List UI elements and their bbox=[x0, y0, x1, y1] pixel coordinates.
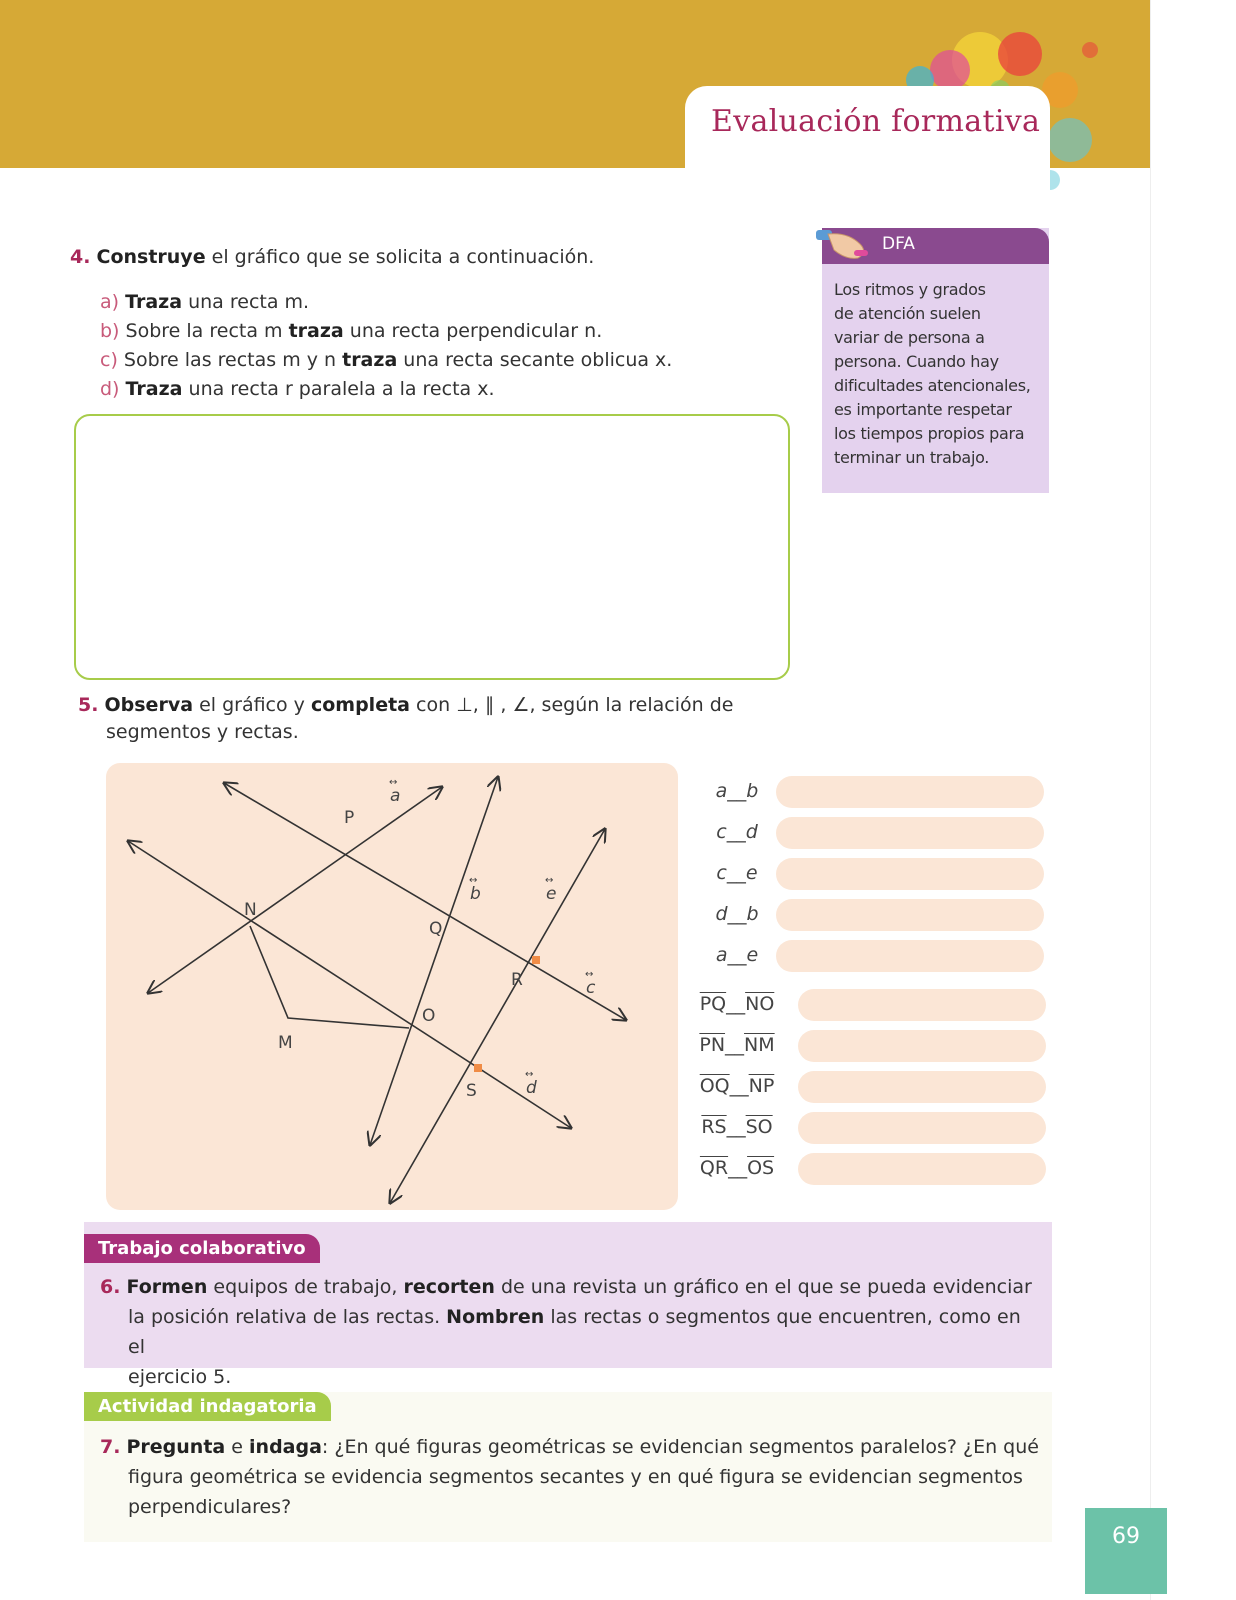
relation-symbol: d bbox=[715, 903, 728, 925]
svg-text:↔: ↔ bbox=[585, 969, 594, 980]
item-text: una recta m. bbox=[182, 291, 310, 313]
relation-blank: __ bbox=[729, 1075, 749, 1097]
question-text: e bbox=[225, 1436, 250, 1458]
dfa-line: terminar un trabajo. bbox=[834, 448, 990, 467]
question-text: las rectas o segmentos que encuentren, como en el bbox=[128, 1306, 1021, 1358]
item-verb: Traza bbox=[125, 291, 183, 313]
line-b bbox=[370, 777, 498, 1145]
q4-item-a bbox=[100, 288, 309, 317]
point-label-r: R bbox=[511, 970, 523, 990]
page-title: Evaluación formativa bbox=[685, 86, 1050, 196]
dfa-line: de atención suelen bbox=[834, 304, 981, 323]
question-text: la posición relativa de las rectas. bbox=[128, 1306, 447, 1328]
relation-symbol: $\overline{PQ}$ bbox=[699, 993, 727, 1015]
relation-symbol: b bbox=[746, 903, 759, 925]
relation-symbol: a bbox=[715, 780, 728, 802]
dfa-line: Los ritmos y grados bbox=[834, 280, 986, 299]
dfa-note bbox=[822, 228, 1049, 493]
relation-symbol: e bbox=[746, 944, 759, 966]
dfa-line: es importante respetar bbox=[834, 400, 1012, 419]
relation-symbol: $\overline{NM}$ bbox=[744, 1034, 775, 1056]
relation-symbol: c bbox=[716, 862, 727, 884]
relation-blank: __ bbox=[727, 780, 747, 802]
item-letter: d) bbox=[100, 378, 120, 400]
line-label-e: e bbox=[546, 884, 557, 904]
point-label-p: P bbox=[344, 808, 355, 828]
relation-label bbox=[692, 1075, 782, 1097]
relation-label bbox=[692, 1116, 782, 1138]
point-label-o: O bbox=[422, 1006, 436, 1026]
relation-label bbox=[692, 993, 782, 1015]
inquiry-tag: Actividad indagatoria bbox=[84, 1392, 331, 1421]
relation-blank: __ bbox=[726, 862, 746, 884]
relation-blank: __ bbox=[727, 944, 747, 966]
line-label-b: b bbox=[470, 884, 481, 904]
question-text: equipos de trabajo, bbox=[207, 1276, 404, 1298]
question-verb: indaga bbox=[249, 1436, 322, 1458]
relation-label bbox=[692, 944, 782, 966]
question-verb: completa bbox=[310, 694, 410, 716]
relation-symbol: $\overline{OQ}$ bbox=[699, 1075, 730, 1097]
question-number: 4. bbox=[70, 246, 91, 268]
item-verb: traza bbox=[288, 320, 344, 342]
item-text: una recta r paralela a la recta x. bbox=[182, 378, 495, 400]
relation-symbol: $\overline{SO}$ bbox=[745, 1116, 773, 1138]
q4-item-d bbox=[100, 375, 494, 404]
svg-text:↔: ↔ bbox=[389, 777, 398, 788]
geometry-diagram bbox=[106, 763, 678, 1210]
question-text: el gráfico y bbox=[193, 694, 311, 716]
item-text: Sobre la recta m bbox=[125, 320, 289, 342]
dfa-line: persona. Cuando hay bbox=[834, 352, 999, 371]
lines-figure bbox=[106, 763, 678, 1210]
question-7 bbox=[100, 1432, 1040, 1522]
item-letter: b) bbox=[100, 320, 120, 342]
relation-blank: __ bbox=[726, 821, 746, 843]
relation-blank: __ bbox=[726, 993, 746, 1015]
point-label-n: N bbox=[244, 900, 257, 920]
answer-field[interactable] bbox=[798, 1030, 1046, 1062]
relation-label bbox=[692, 903, 782, 925]
question-verb: Nombren bbox=[446, 1306, 545, 1328]
page-edge bbox=[1150, 0, 1236, 1600]
relation-blank: __ bbox=[726, 1116, 746, 1138]
answer-field[interactable] bbox=[776, 817, 1044, 849]
item-letter: a) bbox=[100, 291, 120, 313]
question-text: de una revista un gráfico en el que se pueda evidenciar bbox=[494, 1276, 1032, 1298]
relation-label bbox=[692, 1157, 782, 1179]
question-verb: Formen bbox=[126, 1276, 208, 1298]
relation-symbol: $\overline{NP}$ bbox=[748, 1075, 775, 1097]
svg-text:↔: ↔ bbox=[545, 875, 554, 886]
relation-label bbox=[692, 780, 782, 802]
question-verb: recorten bbox=[403, 1276, 495, 1298]
right-angle-mark-R bbox=[532, 956, 540, 964]
question-text: ejercicio 5. bbox=[128, 1366, 232, 1388]
relation-symbol: e bbox=[745, 862, 758, 884]
question-verb: Construye bbox=[96, 246, 206, 268]
dfa-title: DFA bbox=[882, 234, 915, 254]
relation-label bbox=[692, 821, 782, 843]
relation-label bbox=[692, 862, 782, 884]
relation-blank: __ bbox=[728, 1157, 748, 1179]
dfa-text bbox=[834, 278, 1046, 470]
item-text: una recta perpendicular n. bbox=[343, 320, 603, 342]
item-letter: c) bbox=[100, 349, 118, 371]
relation-blank: __ bbox=[727, 903, 747, 925]
page-number: 69 bbox=[1085, 1508, 1167, 1594]
question-text: perpendiculares? bbox=[128, 1496, 292, 1518]
point-label-s: S bbox=[466, 1081, 477, 1101]
item-verb: traza bbox=[342, 349, 398, 371]
point-label-m: M bbox=[278, 1033, 293, 1053]
hand-icon bbox=[808, 222, 888, 268]
line-label-a: a bbox=[390, 786, 401, 806]
answer-field[interactable] bbox=[776, 940, 1044, 972]
relation-label bbox=[692, 1034, 782, 1056]
item-verb: Traza bbox=[125, 378, 183, 400]
question-line bbox=[100, 1302, 1040, 1362]
question-text: el gráfico que se solicita a continuación. bbox=[211, 246, 595, 268]
right-angle-mark-S bbox=[474, 1064, 482, 1072]
relation-symbol: b bbox=[746, 780, 759, 802]
dfa-line: variar de persona a bbox=[834, 328, 985, 347]
question-number: 6. bbox=[100, 1276, 121, 1298]
collaborative-tag: Trabajo colaborativo bbox=[84, 1234, 320, 1263]
line-d bbox=[128, 841, 571, 1128]
relation-symbol: d bbox=[745, 821, 758, 843]
answer-field[interactable] bbox=[798, 989, 1046, 1021]
relation-symbol: $\overline{PN}$ bbox=[699, 1034, 726, 1056]
q4-item-c bbox=[100, 346, 672, 375]
relation-symbol: $\overline{NO}$ bbox=[745, 993, 775, 1015]
q4-item-b bbox=[100, 317, 602, 346]
answer-field[interactable] bbox=[776, 776, 1044, 808]
relation-symbol: $\overline{RS}$ bbox=[701, 1116, 727, 1138]
question-5 bbox=[78, 692, 798, 746]
relation-symbol: $\overline{QR}$ bbox=[699, 1157, 729, 1179]
point-label-q: Q bbox=[429, 919, 443, 939]
segments-N-M-O bbox=[250, 926, 409, 1028]
answer-field[interactable] bbox=[776, 899, 1044, 931]
question-6 bbox=[100, 1272, 1040, 1392]
question-4 bbox=[70, 244, 594, 271]
question-text: figura geométrica se evidencia segmentos secantes y en qué figura se evidencian segmentos bbox=[128, 1466, 1023, 1488]
question-number: 5. bbox=[78, 694, 99, 716]
item-text: Sobre las rectas m y n bbox=[123, 349, 343, 371]
line-label-c: c bbox=[586, 978, 596, 998]
dfa-line: los tiempos propios para bbox=[834, 424, 1025, 443]
dfa-line: dificultades atencionales, bbox=[834, 376, 1031, 395]
answer-field[interactable] bbox=[776, 858, 1044, 890]
question-verb: Pregunta bbox=[126, 1436, 226, 1458]
line-label-d: d bbox=[526, 1078, 537, 1098]
question-verb: Observa bbox=[104, 694, 194, 716]
line-a bbox=[148, 787, 442, 993]
question-text: con ⊥, ∥ , ∠, según la relación de bbox=[410, 694, 734, 716]
question-text: : ¿En qué figuras geométricas se evidencian segmentos paralelos? ¿En qué bbox=[321, 1436, 1039, 1458]
answer-field[interactable] bbox=[798, 1071, 1046, 1103]
question-number: 7. bbox=[100, 1436, 121, 1458]
drawing-area[interactable] bbox=[74, 414, 790, 680]
svg-text:↔: ↔ bbox=[469, 875, 478, 886]
item-text: una recta secante oblicua x. bbox=[397, 349, 673, 371]
relation-symbol: c bbox=[716, 821, 727, 843]
relation-blank: __ bbox=[725, 1034, 745, 1056]
svg-text:↔: ↔ bbox=[525, 1069, 534, 1080]
relation-symbol: $\overline{OS}$ bbox=[747, 1157, 775, 1179]
answer-field[interactable] bbox=[798, 1112, 1046, 1144]
answer-field[interactable] bbox=[798, 1153, 1046, 1185]
relation-symbol: a bbox=[715, 944, 728, 966]
question-text: segmentos y rectas. bbox=[106, 721, 299, 743]
